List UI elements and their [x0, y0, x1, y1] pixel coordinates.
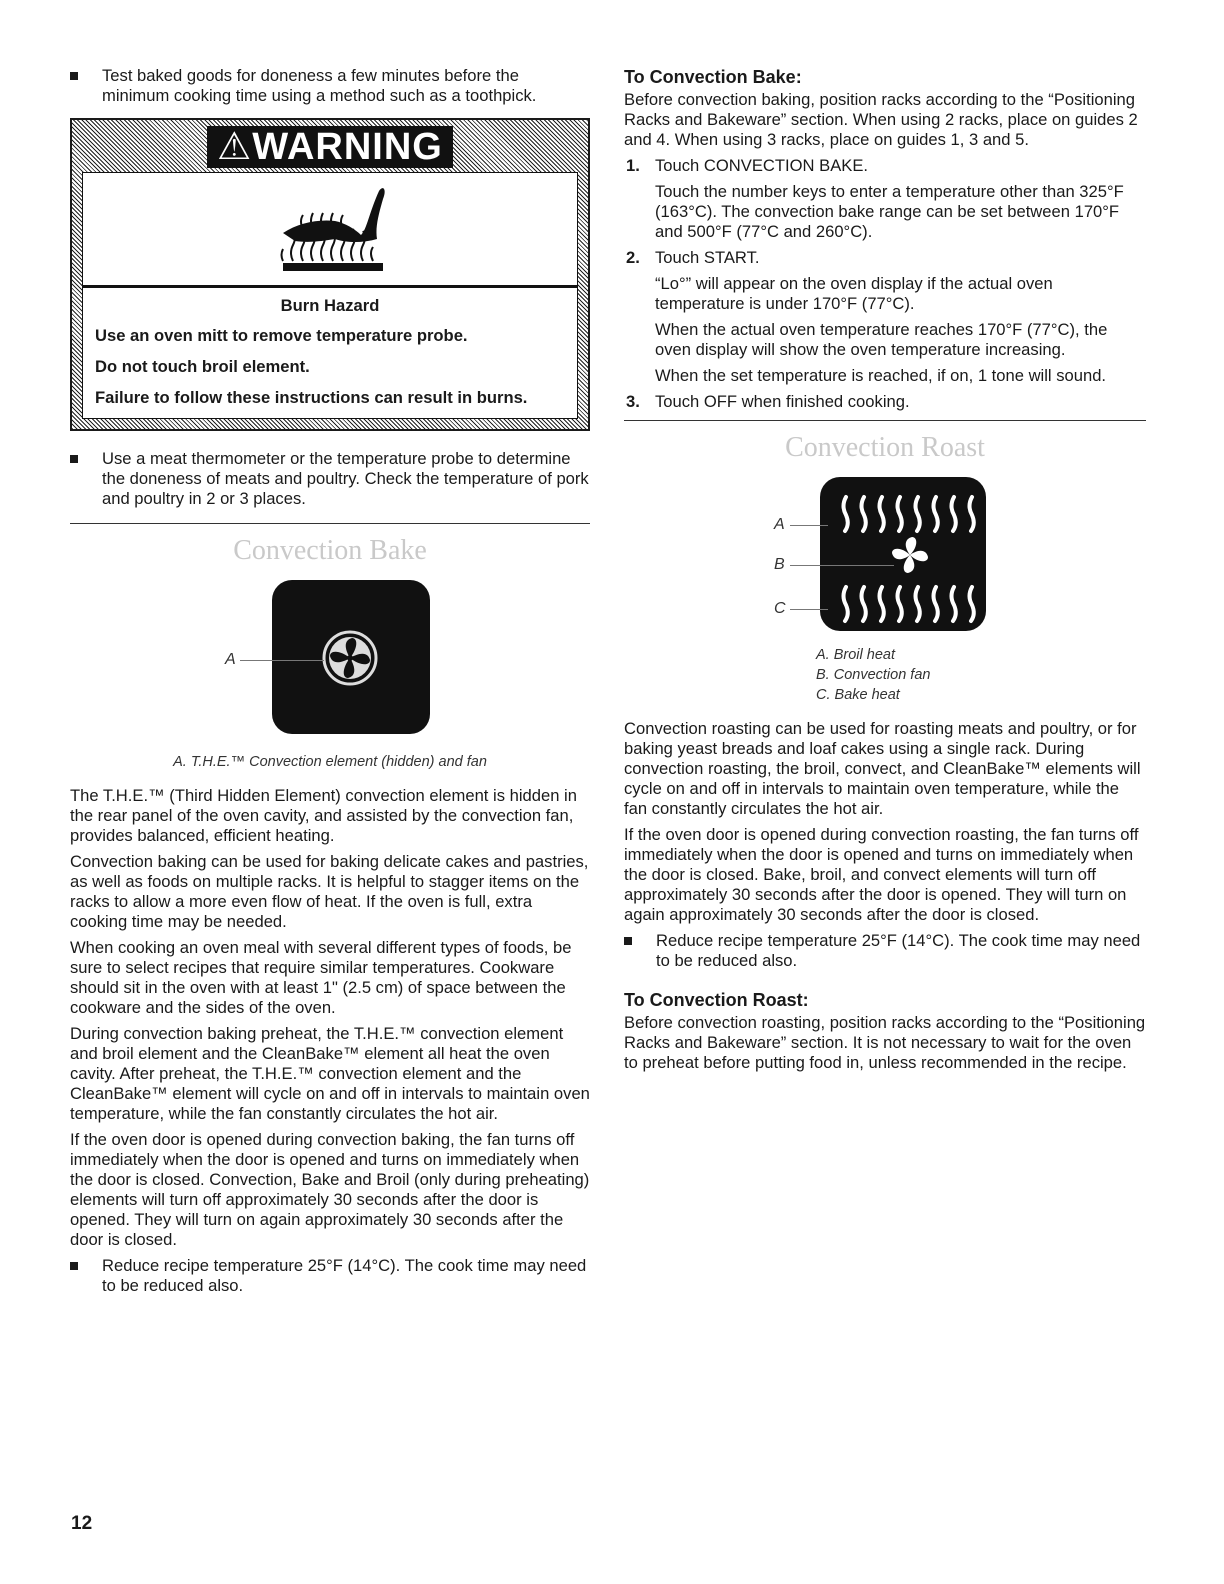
- leader-line: [790, 609, 828, 610]
- step-number: 3.: [626, 392, 640, 411]
- bullet-square-icon: [624, 937, 632, 945]
- bullet-square-icon: [70, 1262, 78, 1270]
- step-detail: When the actual oven temperature reaches 170°F (77°C), the oven display will show the oven temperature increasing.: [655, 320, 1108, 359]
- oven-roast-illustration: [818, 475, 990, 635]
- step-text: Touch OFF when finished cooking.: [655, 392, 910, 411]
- legend-item: B. Convection fan: [816, 667, 931, 683]
- paragraph: If the oven door is opened during convection baking, the fan turns off immediately when the door is opened and turns on immediately when the door is closed. Convection, Bake and Broil (only during preheating) elements will turn off approximately 30 seconds after the door is opened. They will turn on again approximately 30 seconds after the door is closed.: [70, 1130, 590, 1249]
- section-divider: [70, 523, 590, 524]
- figure-caption: A. T.H.E.™ Convection element (hidden) and fan: [173, 754, 487, 770]
- bullet-test-doneness: [70, 66, 590, 106]
- step-number: 1.: [626, 156, 640, 175]
- convection-roast-heading: To Convection Roast:: [624, 990, 809, 1010]
- hazard-title: Burn Hazard: [280, 296, 380, 315]
- paragraph: The T.H.E.™ (Third Hidden Element) convection element is hidden in the rear panel of the oven cavity, and assisted by the convection fan, provides balanced, efficient heating.: [70, 786, 577, 845]
- figure-label-a: A: [774, 516, 785, 533]
- warning-message: Do not touch broil element.: [95, 357, 310, 376]
- paragraph: Before convection baking, position racks according to the “Positioning Racks and Bakeware” section. When using 2 racks, place on guides 2 and 4. When using 3 racks, place on guides 1, 3 and 5.: [624, 90, 1138, 149]
- convection-bake-heading: To Convection Bake:: [624, 67, 802, 87]
- convection-bake-title: Convection Bake: [233, 535, 427, 566]
- legend-item: C. Bake heat: [816, 687, 900, 703]
- convection-bake-figure: [70, 578, 590, 752]
- right-column: [624, 66, 1146, 1079]
- bullet-reduce-temperature: [624, 931, 1146, 971]
- paragraph: When cooking an oven meal with several different types of foods, be sure to select recipes that require similar temperatures. Cookware should sit in the oven with at least 1" (2.5 cm) of space between the cookware and the sides of the oven.: [70, 938, 572, 1017]
- figure-label-a: A: [225, 651, 236, 668]
- warning-message: Use an oven mitt to remove temperature probe.: [95, 326, 468, 345]
- step-1: [624, 156, 1146, 242]
- bullet-reduce-temperature: [70, 1256, 590, 1296]
- step-text: Touch CONVECTION BAKE.: [655, 156, 869, 175]
- paragraph: If the oven door is opened during convection roasting, the fan turns off immediately when the door is opened and turns on immediately when the door is closed. Bake, broil, and convect elements will turn off approximately 30 seconds after the door is opened. They will turn on again approximately 30 seconds after the door is closed.: [624, 825, 1139, 924]
- bullet-text: Test baked goods for doneness a few minutes before the minimum cooking time using a method such as a toothpick.: [102, 66, 537, 105]
- figure-label-c: C: [774, 600, 786, 617]
- oven-cavity-illustration: [270, 578, 434, 738]
- step-detail: When the set temperature is reached, if on, 1 tone will sound.: [655, 366, 1107, 385]
- convection-roast-title: Convection Roast: [785, 432, 985, 463]
- leader-line: [240, 660, 324, 661]
- step-text: Touch START.: [655, 248, 760, 267]
- convection-roast-figure: [624, 475, 1146, 645]
- step-number: 2.: [626, 248, 640, 267]
- burn-hazard-pictogram: [82, 172, 578, 285]
- leader-line: [790, 525, 828, 526]
- paragraph: Convection roasting can be used for roasting meats and poultry, or for baking yeast breads and loaf cakes using a single rack. During convection roasting, the broil, convect, and CleanBake™ elements will cycle on and off in intervals to maintain oven temperature, while the fan constantly circulates the hot air.: [624, 719, 1141, 818]
- left-column: [70, 66, 590, 1302]
- legend-item: A. Broil heat: [816, 647, 895, 663]
- step-3: [624, 392, 1146, 412]
- figure-legend: [624, 645, 1146, 705]
- warning-box: [70, 118, 590, 431]
- step-detail: “Lo°” will appear on the oven display if the actual oven temperature is under 170°F (77°C).: [655, 274, 1053, 313]
- bullet-square-icon: [70, 72, 78, 80]
- step-2: [624, 248, 1146, 386]
- warning-message: Failure to follow these instructions can result in burns.: [95, 388, 528, 407]
- bullet-square-icon: [70, 455, 78, 463]
- bullet-text: Use a meat thermometer or the temperature probe to determine the doneness of meats and poultry. Check the temperature of pork and poultry in 2 or 3 places.: [102, 449, 589, 508]
- hand-over-heat-icon: [83, 173, 577, 283]
- bullet-meat-thermometer: [70, 449, 590, 509]
- figure-label-b: B: [774, 556, 785, 573]
- step-detail: Touch the number keys to enter a temperature other than 325°F (163°C). The convection bake range can be set between 170°F and 500°F (77°C and 260°C).: [655, 182, 1124, 241]
- paragraph: Before convection roasting, position racks according to the “Positioning Racks and Bakeware” section. It is not necessary to wait for the oven to preheat before putting food in, unless recommended in the recipe.: [624, 1013, 1146, 1072]
- warning-title: ⚠WARNING: [207, 126, 453, 168]
- bullet-text: Reduce recipe temperature 25°F (14°C). The cook time may need to be reduced also.: [656, 931, 1141, 970]
- paragraph: During convection baking preheat, the T.H.E.™ convection element and broil element and the CleanBake™ element all heat the oven cavity. After preheat, the T.H.E.™ convection element and the CleanBake™ element will cycle on and off in intervals to maintain oven temperature, while the fan constantly circulates the hot air.: [70, 1024, 590, 1123]
- warning-banner: [72, 120, 588, 172]
- paragraph: Convection baking can be used for baking delicate cakes and pastries, as well as foods on multiple racks. It is helpful to stagger items on the racks to allow a more even flow of heat. If the oven is full, extra cooking time may be needed.: [70, 852, 589, 931]
- bullet-text: Reduce recipe temperature 25°F (14°C). The cook time may need to be reduced also.: [102, 1256, 587, 1295]
- page-number: 12: [71, 1513, 93, 1534]
- leader-line: [790, 565, 894, 566]
- warning-messages: [82, 288, 578, 419]
- section-divider: [624, 420, 1146, 421]
